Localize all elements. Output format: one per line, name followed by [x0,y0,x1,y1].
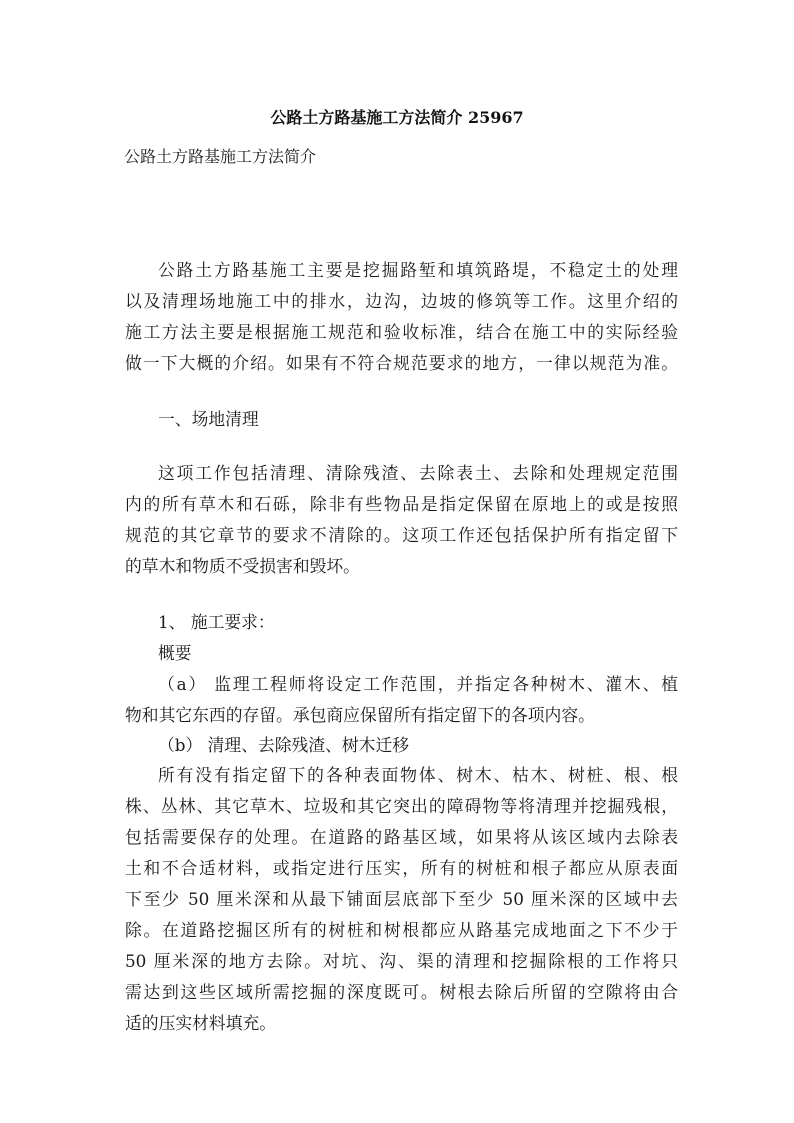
intro-line: 以及清理场地施工中的排水，边沟，边坡的修筑等工作。这里介绍的 [125,291,678,311]
overview-label: 概要 [158,643,192,663]
intro-line: 做一下大概的介绍。如果有不符合规范要求的地方，一律以规范为准。 [125,353,678,373]
section-heading: 一、场地清理 [158,409,259,429]
item-b-line: 适的压实材料填充。 [125,1013,277,1033]
item-a-line: 物和其它东西的存留。承包商应保留所有指定留下的各项内容。 [125,705,595,725]
item-b-line: 50 厘米深的地方去除。对坑、沟、渠的清理和挖掘除根的工作将只 [125,951,678,971]
item-b-line: 需达到这些区域所需挖掘的深度既可。树根去除后所留的空隙将由合 [125,982,678,1002]
item-b-line: 下至少 50 厘米深和从最下铺面层底部下至少 50 厘米深的区域中去 [125,889,678,909]
item-b-line: 除。在道路挖掘区所有的树桩和树根都应从路基完成地面之下不少于 [125,920,678,940]
item-b-line: 所有没有指定留下的各种表面物体、树木、枯木、树桩、根、根 [158,765,678,785]
document-subtitle: 公路土方路基施工方法简介 [124,147,317,166]
section-paragraph-line: 规范的其它章节的要求不清除的。这项工作还包括保护所有指定留下 [125,525,678,545]
section-paragraph-line: 的草木和物质不受损害和毁坏。 [125,556,360,576]
requirements-heading: 1、 施工要求： [158,612,275,632]
intro-line: 公路土方路基施工主要是挖掘路堑和填筑路堤，不稳定土的处理 [158,260,678,280]
section-paragraph-line: 这项工作包括清理、清除残渣、去除表土、去除和处理规定范围 [158,463,678,483]
section-paragraph-line: 内的所有草木和石砾，除非有些物品是指定保留在原地上的或是按照 [125,494,678,514]
item-b-line: 土和不合适材料，或指定进行压实，所有的树桩和根子都应从原表面 [125,858,678,878]
intro-line: 施工方法主要是根据施工规范和验收标准，结合在施工中的实际经验 [125,322,678,342]
item-b-heading: （b） 清理、去除残渣、树木迁移 [158,735,410,755]
item-a-line: （a） 监理工程师将设定工作范围，并指定各种树木、灌木、植 [158,674,678,694]
item-b-line: 株、丛林、其它草木、垃圾和其它突出的障碍物等将清理并挖掘残根， [125,796,678,816]
document-title: 公路土方路基施工方法简介 25967 [270,108,524,127]
item-b-line: 包括需要保存的处理。在道路的路基区域，如果将从该区域内去除表 [125,827,678,847]
